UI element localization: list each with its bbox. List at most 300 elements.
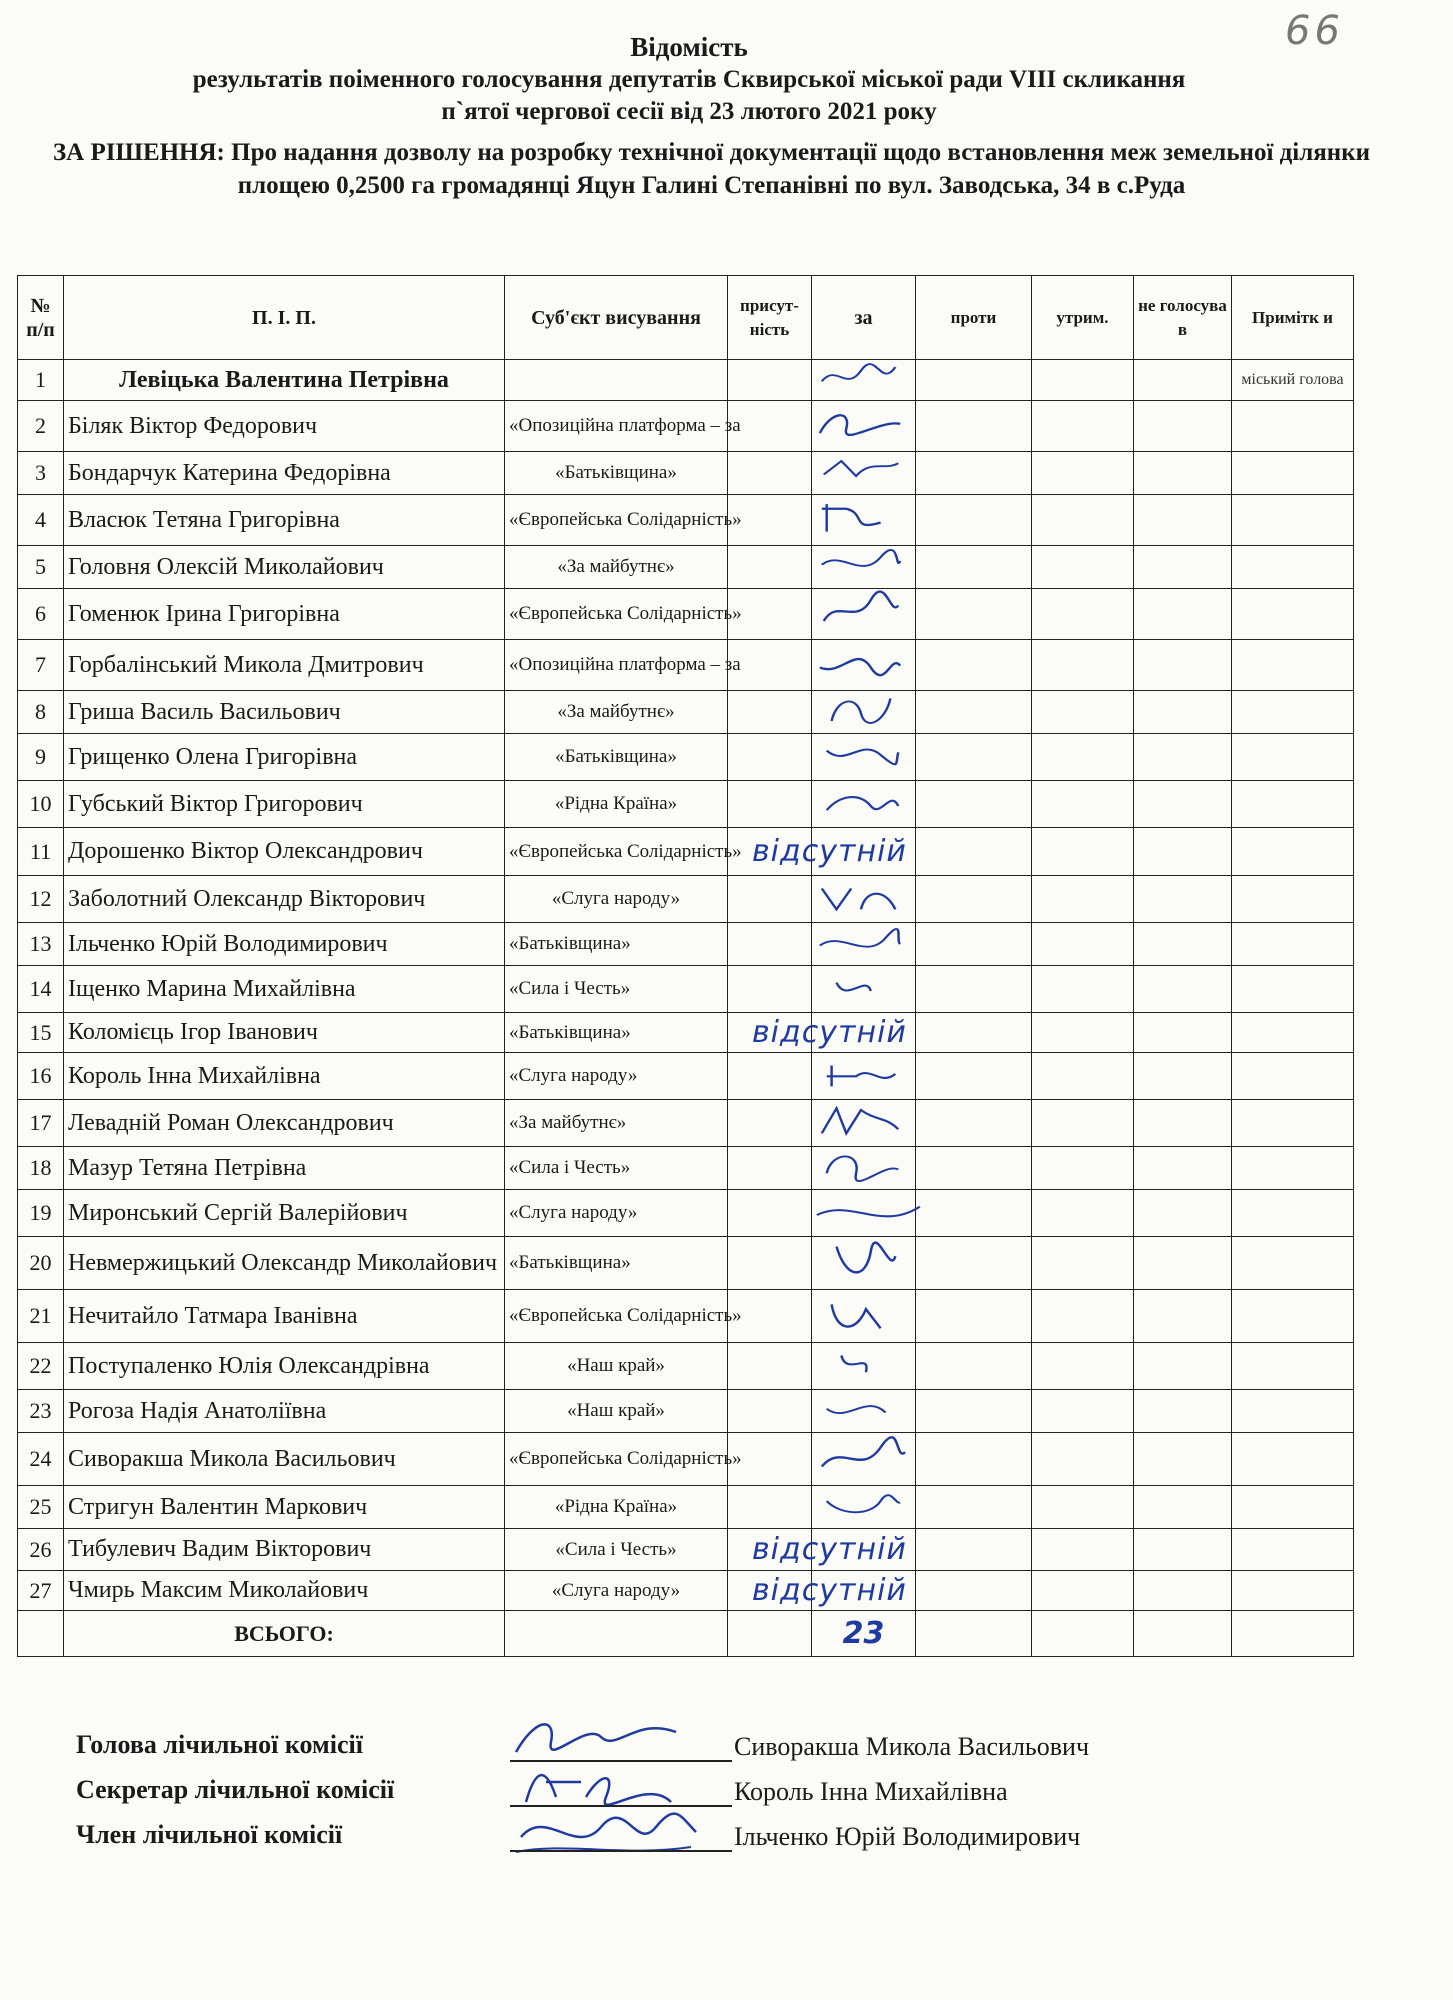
commission-row-chair [76,1730,1376,1775]
handwritten-signature [812,923,910,959]
row-number: 18 [18,1147,64,1190]
not-voted-cell [1134,360,1232,401]
row-number: 19 [18,1190,64,1237]
table-row [18,1529,1354,1571]
vote-against-cell [916,1529,1032,1571]
vote-against-cell [916,1486,1032,1529]
vote-against-cell [916,1147,1032,1190]
vote-for-cell [812,1390,916,1433]
commission-role: Голова лічильної комісії [76,1730,363,1759]
note-cell [1232,691,1354,734]
commission-role: Секретар лічильної комісії [76,1775,395,1804]
deputy-name: Власюк Тетяна Григорівна [64,495,505,546]
absent-mark: відсутній [752,834,907,869]
handwritten-signature [812,734,910,774]
commission-member-name: Сиворакша Микола Васильович [734,1732,1090,1761]
vote-against-cell [916,1013,1032,1053]
note-cell [1232,876,1354,923]
nominating-party: «Сила і Честь» [505,966,728,1013]
deputy-name: Невмержицький Олександр Миколайович [64,1237,505,1290]
handwritten-signature [812,1237,910,1283]
deputy-name: Дорошенко Віктор Олександрович [64,828,505,876]
not-voted-cell [1134,1486,1232,1529]
deputy-name: Головня Олексій Миколайович [64,546,505,589]
vote-for-cell [752,1013,916,1053]
presence-cell [728,1343,812,1390]
presence-cell [728,1053,812,1100]
row-number: 11 [18,828,64,876]
table-row [18,1237,1354,1290]
presence-cell [728,1486,812,1529]
vote-against-cell [916,876,1032,923]
table-row [18,828,1354,876]
vote-for-cell [812,640,916,691]
row-number: 5 [18,546,64,589]
vote-abstain-cell [1032,781,1134,828]
col-header-against: проти [916,276,1032,360]
note-cell [1232,1390,1354,1433]
vote-abstain-cell [1032,691,1134,734]
nominating-party: «За майбутнє» [505,691,728,734]
handwritten-signature [812,1486,910,1522]
table-row [18,1190,1354,1237]
handwritten-signature [812,1100,910,1140]
nominating-party: «Батьківщина» [505,923,728,966]
note-cell [1232,452,1354,495]
vote-abstain-cell [1032,452,1134,495]
row-number: 25 [18,1486,64,1529]
vote-abstain-cell [1032,546,1134,589]
vote-against-cell [916,828,1032,876]
deputy-name: Горбалінський Микола Дмитрович [64,640,505,691]
absent-mark: відсутній [752,1532,907,1567]
vote-for-cell [812,923,916,966]
deputy-name: Сиворакша Микола Васильович [64,1433,505,1486]
deputy-name: Рогоза Надія Анатоліївна [64,1390,505,1433]
handwritten-signature [812,495,910,539]
deputy-name: Тибулевич Вадим Вікторович [64,1529,505,1571]
table-row [18,640,1354,691]
row-number: 9 [18,734,64,781]
vote-against-cell [916,546,1032,589]
handwritten-signature [812,1190,910,1230]
deputy-name: Гоменюк Ірина Григорівна [64,589,505,640]
table-row [18,1013,1354,1053]
nominating-party: «Слуга народу» [505,1053,728,1100]
not-voted-cell [1134,923,1232,966]
col-header-presence: присут-ність [728,276,812,360]
not-voted-cell [1134,401,1232,452]
vote-for-cell [812,546,916,589]
note-cell [1232,1237,1354,1290]
handwritten-signature [812,589,910,633]
vote-against-cell [916,1100,1032,1147]
col-header-for: за [812,276,916,360]
not-voted-cell [1134,1290,1232,1343]
row-number: 6 [18,589,64,640]
not-voted-cell [1134,691,1232,734]
nominating-party: «Батьківщина» [505,1237,728,1290]
deputy-name: Нечитайло Татмара Іванівна [64,1290,505,1343]
vote-for-cell [812,966,916,1013]
total-row [18,1611,1354,1657]
not-voted-cell [1134,1053,1232,1100]
note-cell [1232,1100,1354,1147]
deputy-name: Біляк Віктор Федорович [64,401,505,452]
nominating-party: «Слуга народу» [505,1190,728,1237]
deputy-name: Іщенко Марина Михайлівна [64,966,505,1013]
vote-for-cell [752,828,916,876]
total-for-count: 23 [842,1616,885,1651]
note-cell [1232,781,1354,828]
vote-against-cell [916,1343,1032,1390]
nominating-party: «Рідна Країна» [505,781,728,828]
vote-for-cell [812,401,916,452]
commission-row-member [76,1820,1376,1865]
vote-against-cell [916,1390,1032,1433]
vote-for-cell [812,495,916,546]
row-number: 13 [18,923,64,966]
presence-cell [728,1237,812,1290]
row-number: 14 [18,966,64,1013]
deputy-name: Гриша Василь Васильович [64,691,505,734]
handwritten-signature [812,1053,910,1093]
row-number: 24 [18,1433,64,1486]
note-cell [1232,401,1354,452]
deputy-name: Ільченко Юрій Володимирович [64,923,505,966]
vote-abstain-cell [1032,828,1134,876]
table-row [18,691,1354,734]
vote-table [17,275,1354,1657]
handwritten-signature [812,360,910,394]
vote-for-cell [752,1529,916,1571]
vote-for-cell [812,734,916,781]
nominating-party: «Європейська Солідарність» [505,1433,728,1486]
row-number: 8 [18,691,64,734]
vote-against-cell [916,401,1032,452]
row-number: 23 [18,1390,64,1433]
commission-row-secretary [76,1775,1376,1820]
vote-abstain-cell [1032,401,1134,452]
table-row [18,1290,1354,1343]
vote-for-cell [812,589,916,640]
not-voted-cell [1134,495,1232,546]
note-cell [1232,1433,1354,1486]
presence-cell [728,691,812,734]
nominating-party: «Опозиційна платформа – за [505,640,728,691]
handwritten-signature [812,781,910,821]
vote-for-cell [812,1053,916,1100]
not-voted-cell [1134,1147,1232,1190]
not-voted-cell [1134,1190,1232,1237]
presence-cell [728,360,812,401]
not-voted-cell [1134,1529,1232,1571]
vote-for-cell [752,1571,916,1611]
table-row [18,781,1354,828]
vote-for-cell [812,360,916,401]
row-number: 4 [18,495,64,546]
vote-abstain-cell [1032,1237,1134,1290]
table-row [18,452,1354,495]
note-cell [1232,495,1354,546]
presence-cell [728,1100,812,1147]
vote-against-cell [916,360,1032,401]
presence-cell [728,876,812,923]
table-row [18,401,1354,452]
not-voted-cell [1134,1237,1232,1290]
row-number: 27 [18,1571,64,1611]
presence-cell [728,1390,812,1433]
vote-abstain-cell [1032,1290,1134,1343]
page-number: 66 [1285,8,1344,54]
nominating-party: «Батьківщина» [505,1013,728,1053]
note-cell [1232,966,1354,1013]
note-cell [1232,828,1354,876]
deputy-name: Король Інна Михайлівна [64,1053,505,1100]
not-voted-cell [1134,589,1232,640]
vote-against-cell [916,1053,1032,1100]
vote-abstain-cell [1032,1343,1134,1390]
deputy-name: Бондарчук Катерина Федорівна [64,452,505,495]
presence-cell [728,923,812,966]
vote-against-cell [916,589,1032,640]
handwritten-signature [812,1343,910,1383]
vote-abstain-cell [1032,1571,1134,1611]
total-label: ВСЬОГО: [64,1611,505,1657]
row-number: 22 [18,1343,64,1390]
table-row [18,546,1354,589]
not-voted-cell [1134,640,1232,691]
deputy-name: Стригун Валентин Маркович [64,1486,505,1529]
row-number: 17 [18,1100,64,1147]
vote-abstain-cell [1032,1013,1134,1053]
row-number: 15 [18,1013,64,1053]
table-row [18,1053,1354,1100]
nominating-party: «За майбутнє» [505,546,728,589]
vote-abstain-cell [1032,589,1134,640]
vote-against-cell [916,1571,1032,1611]
nominating-party: «Сила і Честь» [505,1147,728,1190]
note-cell [1232,640,1354,691]
col-header-number: № п/п [18,276,64,360]
vote-against-cell [916,1433,1032,1486]
col-header-abstain: утрим. [1032,276,1134,360]
deputy-name: Миронський Сергій Валерійович [64,1190,505,1237]
table-row [18,1433,1354,1486]
note-cell [1232,1013,1354,1053]
table-row [18,1390,1354,1433]
nominating-party: «Європейська Солідарність» [505,589,728,640]
presence-cell [728,734,812,781]
nominating-party: «Рідна Країна» [505,1486,728,1529]
table-row [18,1147,1354,1190]
col-header-not-voted: не голосува в [1134,276,1232,360]
not-voted-cell [1134,876,1232,923]
row-number: 12 [18,876,64,923]
vote-abstain-cell [1032,876,1134,923]
table-row [18,360,1354,401]
vote-against-cell [916,966,1032,1013]
handwritten-signature [812,640,910,684]
document-subtitle-line2: п`ятої чергової сесії від 23 лютого 2021 року [441,98,937,125]
handwritten-signature [812,401,910,445]
vote-abstain-cell [1032,1486,1134,1529]
col-header-party: Суб'єкт висування [505,276,728,360]
table-row [18,876,1354,923]
presence-cell [728,781,812,828]
not-voted-cell [1134,1571,1232,1611]
note-cell [1232,734,1354,781]
note-cell [1232,923,1354,966]
note-cell [1232,1190,1354,1237]
vote-for-cell [812,1290,916,1343]
nominating-party: «Європейська Солідарність» [505,495,728,546]
row-number: 1 [18,360,64,401]
note-cell [1232,1290,1354,1343]
deputy-name: Заболотний Олександр Вікторович [64,876,505,923]
not-voted-cell [1134,1390,1232,1433]
deputy-name: Коломієць Ігор Іванович [64,1013,505,1053]
nominating-party: «Сила і Честь» [505,1529,728,1571]
nominating-party: «Опозиційна платформа – за [505,401,728,452]
note-cell [1232,1343,1354,1390]
nominating-party: «За майбутнє» [505,1100,728,1147]
vote-against-cell [916,640,1032,691]
row-number: 21 [18,1290,64,1343]
vote-against-cell [916,1290,1032,1343]
vote-for-cell [812,1147,916,1190]
table-row [18,734,1354,781]
vote-against-cell [916,1190,1032,1237]
note-cell [1232,1053,1354,1100]
vote-abstain-cell [1032,1100,1134,1147]
note-cell [1232,1147,1354,1190]
nominating-party: «Європейська Солідарність» [505,1290,728,1343]
deputy-name: Чмирь Максим Миколайович [64,1571,505,1611]
counting-commission [76,1730,1376,1865]
commission-member-name: Король Інна Михайлівна [734,1777,1008,1806]
vote-for-cell [812,1433,916,1486]
note-cell [1232,1529,1354,1571]
handwritten-signature [812,1290,910,1336]
handwritten-signature [812,966,910,1006]
commission-member-name: Ільченко Юрій Володимирович [734,1822,1081,1851]
not-voted-cell [1134,734,1232,781]
row-number: 10 [18,781,64,828]
row-number: 16 [18,1053,64,1100]
col-header-name: П. І. П. [64,276,505,360]
not-voted-cell [1134,781,1232,828]
table-header-row [18,276,1354,360]
vote-abstain-cell [1032,1147,1134,1190]
table-row [18,1486,1354,1529]
vote-against-cell [916,452,1032,495]
handwritten-signature [812,1433,910,1479]
vote-abstain-cell [1032,1190,1134,1237]
table-row [18,495,1354,546]
vote-abstain-cell [1032,923,1134,966]
not-voted-cell [1134,1433,1232,1486]
vote-abstain-cell [1032,1390,1134,1433]
document-subtitle-line1: результатів поіменного голосування депутатів Сквирської міської ради VIII скликання [192,66,1186,93]
note-cell [1232,546,1354,589]
vote-against-cell [916,691,1032,734]
presence-cell [728,966,812,1013]
not-voted-cell [1134,828,1232,876]
presence-cell [728,1147,812,1190]
nominating-party: «Наш край» [505,1343,728,1390]
nominating-party: «Батьківщина» [505,734,728,781]
row-number: 3 [18,452,64,495]
vote-for-cell [812,876,916,923]
deputy-name: Грищенко Олена Григорівна [64,734,505,781]
commission-role: Член лічильної комісії [76,1820,343,1849]
deputy-name: Мазур Тетяна Петрівна [64,1147,505,1190]
vote-abstain-cell [1032,966,1134,1013]
not-voted-cell [1134,1100,1232,1147]
vote-abstain-cell [1032,1433,1134,1486]
deputy-name: Губський Віктор Григорович [64,781,505,828]
vote-abstain-cell [1032,734,1134,781]
vote-against-cell [916,1237,1032,1290]
vote-against-cell [916,734,1032,781]
vote-abstain-cell [1032,495,1134,546]
nominating-party: «Батьківщина» [505,452,728,495]
table-row [18,1100,1354,1147]
signature-line [510,1850,732,1852]
presence-cell [728,452,812,495]
handwritten-signature [812,691,910,727]
table-row [18,1571,1354,1611]
not-voted-cell [1134,452,1232,495]
row-number: 20 [18,1237,64,1290]
document-header [0,30,1453,202]
absent-mark: відсутній [752,1015,907,1050]
vote-abstain-cell [1032,1053,1134,1100]
nominating-party [505,360,728,401]
vote-for-cell [812,1237,916,1290]
presence-cell [728,546,812,589]
vote-table-body [18,360,1354,1611]
not-voted-cell [1134,546,1232,589]
vote-abstain-cell [1032,1529,1134,1571]
handwritten-signature [812,452,910,488]
absent-mark: відсутній [752,1573,907,1608]
nominating-party: «Слуга народу» [505,876,728,923]
vote-for-cell [812,1486,916,1529]
note-cell [1232,1571,1354,1611]
vote-against-cell [916,781,1032,828]
vote-for-cell [812,1343,916,1390]
handwritten-signature [812,1147,910,1183]
handwritten-signature [506,1802,706,1862]
table-row [18,966,1354,1013]
vote-for-cell [812,1100,916,1147]
not-voted-cell [1134,1013,1232,1053]
vote-abstain-cell [1032,640,1134,691]
decision-text: ЗА РІШЕННЯ: Про надання дозволу на розробку технічної документації щодо встановлення меж земельної ділянки площею 0,2500 га громадянці Яцун Галині Степанівні по вул. Заводська, 34 в с.Руда [52,139,1371,199]
table-row [18,589,1354,640]
col-header-notes: Примітк и [1232,276,1354,360]
not-voted-cell [1134,966,1232,1013]
nominating-party: «Європейська Солідарність» [505,828,728,876]
table-row [18,1343,1354,1390]
presence-cell [728,1190,812,1237]
vote-abstain-cell [1032,360,1134,401]
deputy-name: Левадній Роман Олександрович [64,1100,505,1147]
handwritten-signature [812,546,910,582]
note-cell [1232,1486,1354,1529]
